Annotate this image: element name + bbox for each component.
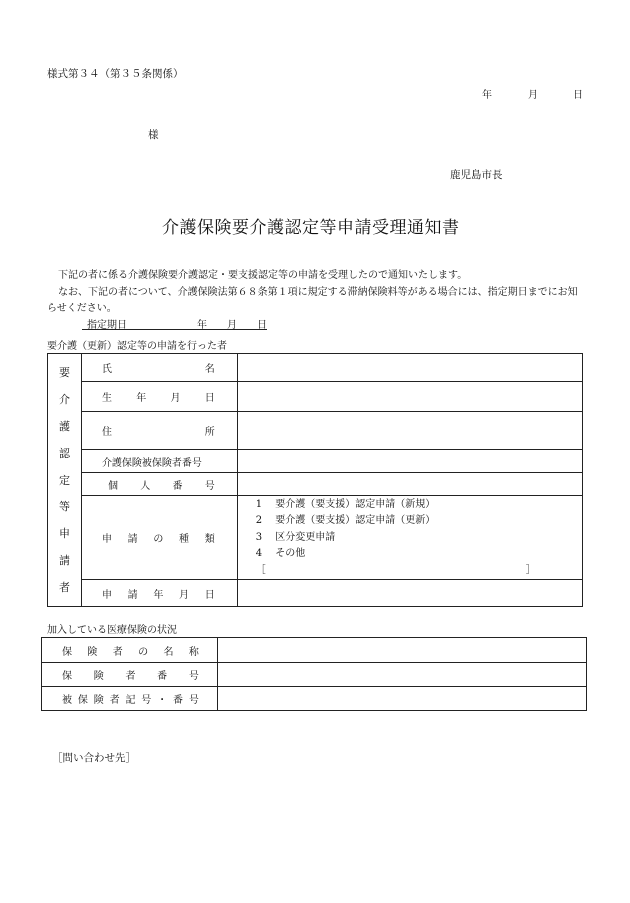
issuer-name: 鹿児島市長 (450, 169, 503, 181)
form-number: 様式第３４（第３５条関係） (47, 68, 184, 80)
body-line-2: なお、下記の者について、介護保険法第６８条第１項に規定する滞納保険料等がある場合には、指定期日までにお知 (58, 287, 578, 298)
application-date-label: 申 請 年 月 日 (81, 580, 237, 607)
insured-symbol-value (217, 687, 586, 711)
address-value (237, 412, 582, 450)
insurer-name-value (217, 638, 586, 663)
insurer-name-label: 保 険 者 の 名 称 (42, 638, 218, 663)
other-bracket-open: ［ (255, 564, 266, 576)
insurer-number-label: 保 険 者 番 号 (42, 663, 218, 687)
insurance-section-label: 加入している医療保険の状況 (47, 625, 177, 636)
deadline-day: 日 (257, 320, 267, 331)
type-option-renewal: 2 要介護（要支援）認定申請（更新） (255, 515, 436, 526)
insured-number-label: 介護保険被保険者番号 (81, 450, 237, 473)
type-option-change: 3 区分変更申請 (255, 531, 336, 543)
deadline-line (82, 316, 267, 330)
insured-symbol-label: 被 保 険 者 記 号 ・ 番 号 (42, 687, 218, 711)
deadline-label: 指定期日 (87, 320, 127, 331)
type-option-new: 1 要介護（要支援）認定申請（新規） (255, 498, 436, 510)
application-type-options (237, 496, 582, 580)
applicant-side-label: 要 介 護 認 定 等 申 請 者 (48, 354, 82, 607)
applicant-section-label: 要介護（更新）認定等の申請を行った者 (47, 341, 227, 352)
address-label: 住 所 (81, 412, 237, 450)
applicant-table (47, 353, 583, 607)
type-option-other: 4 その他 (255, 548, 306, 559)
date-month-label: 月 (528, 90, 538, 101)
deadline-month: 月 (227, 320, 237, 331)
insurer-number-value (217, 663, 586, 687)
name-value (237, 354, 582, 382)
page-title: 介護保険要介護認定等申請受理通知書 (162, 218, 460, 238)
personal-number-value (237, 473, 582, 496)
insured-number-value (237, 450, 582, 473)
date-day-label: 日 (573, 90, 583, 101)
insurance-table (41, 637, 587, 711)
body-line-3: らせください。 (47, 303, 117, 314)
body-line-1: 下記の者に係る介護保険要介護認定・要支援認定等の申請を受理したので通知いたします。 (58, 270, 468, 281)
other-bracket-close: ］ (525, 564, 536, 576)
name-label: 氏 名 (81, 354, 237, 382)
birth-value (237, 382, 582, 412)
application-date-value (237, 580, 582, 607)
date-year-label: 年 (482, 90, 492, 101)
application-type-label: 申 請 の 種 類 (81, 496, 237, 580)
personal-number-label: 個 人 番 号 (81, 473, 237, 496)
birth-label: 生 年 月 日 (81, 382, 237, 412)
addressee-suffix: 様 (148, 129, 159, 141)
contact-label: ［問い合わせ先］ (52, 752, 136, 764)
deadline-year: 年 (197, 320, 207, 331)
